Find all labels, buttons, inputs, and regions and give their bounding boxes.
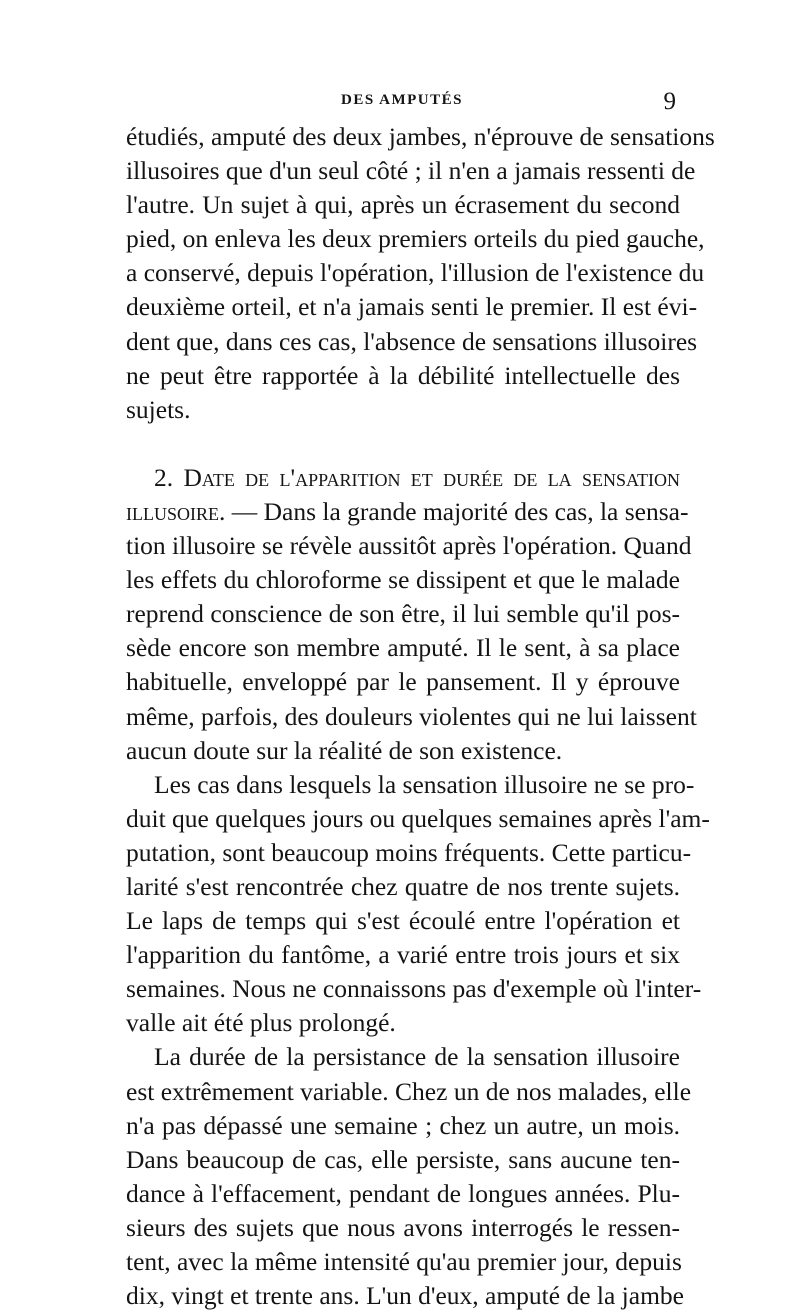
- text-line: l'autre. Un sujet à qui, après un écrasement du second: [126, 190, 680, 220]
- text-line: pied, on enleva les deux premiers orteils du pied gauche,: [126, 224, 705, 254]
- running-head: [128, 90, 676, 120]
- text-line: sujets.: [126, 394, 191, 424]
- section-heading-text: Date de l'apparition et durée de la sensation: [183, 462, 681, 492]
- paragraph: [126, 768, 710, 1041]
- text-block: [126, 120, 715, 1313]
- text-line: habituelle, enveloppé par le pansement. Il y éprouve: [126, 667, 680, 697]
- text-line: dix, vingt et trente ans. L'un d'eux, amputé de la jambe: [126, 1281, 684, 1311]
- text-line: illusoires que d'un seul côté ; il n'en a jamais ressenti de: [126, 156, 696, 186]
- text-line: Dans beaucoup de cas, elle persiste, sans aucune ten-: [126, 1144, 680, 1174]
- page-number: 9: [663, 88, 676, 115]
- text-line: semaines. Nous ne connaissons pas d'exemple où l'inter-: [126, 974, 702, 1004]
- section-gap: [126, 427, 680, 461]
- text-line: aucun doute sur la réalité de son existence.: [126, 735, 563, 765]
- section-first-text: — Dans la grande majorité des cas, la sensa-: [225, 496, 689, 526]
- text-line: sieurs des sujets que nous avons interrogés le ressen-: [126, 1212, 680, 1242]
- text-line: même, parfois, des douleurs violentes qui ne lui laissent: [126, 701, 697, 731]
- text-line: tent, avec la même intensité qu'au premier jour, depuis: [126, 1247, 682, 1276]
- text-line: Les cas dans lesquels la sensation illusoire ne se pro-: [154, 769, 695, 799]
- section-2: [126, 461, 697, 768]
- text-line: l'apparition du fantôme, a varié entre trois jours et six: [126, 940, 680, 970]
- text-line: tion illusoire se révèle aussitôt après l'opération. Quand: [126, 531, 692, 561]
- text-line: valle ait été plus prolongé.: [126, 1008, 396, 1038]
- section-heading: [126, 461, 680, 495]
- text-line: a conservé, depuis l'opération, l'illusion de l'existence du: [126, 258, 705, 288]
- text-line: deuxième orteil, et n'a jamais senti le premier. Il est évi-: [126, 292, 698, 322]
- running-title: DES AMPUTÉS: [341, 92, 463, 108]
- section-number: 2.: [154, 462, 174, 492]
- text-line: dance à l'effacement, pendant de longues années. Plu-: [126, 1178, 680, 1208]
- text-line: Le laps de temps qui s'est écoulé entre l'opération et: [126, 906, 680, 936]
- text-line: sède encore son membre amputé. Il le sent, à sa place: [126, 633, 680, 663]
- text-line: La durée de la persistance de la sensation illusoire: [154, 1042, 680, 1072]
- text-line: larité s'est rencontrée chez quatre de nos trente sujets.: [126, 871, 680, 901]
- section-heading-continued: [126, 495, 689, 529]
- section-heading-end: illusoire.: [126, 496, 226, 526]
- text-line: est extrêmement variable. Chez un de nos malades, elle: [126, 1076, 692, 1106]
- text-line: reprend conscience de son être, il lui semble qu'il pos-: [126, 599, 680, 629]
- text-line: n'a pas dépassé une semaine ; chez un autre, un mois.: [126, 1110, 680, 1140]
- text-line: les effets du chloroforme se dissipent et que le malade: [126, 565, 680, 595]
- text-line: putation, sont beaucoup moins fréquents. Cette particu-: [126, 837, 692, 867]
- text-line: ne peut être rapportée à la débilité intellectuelle des: [126, 360, 680, 390]
- paragraph: [126, 1040, 692, 1313]
- text-line: duit que quelques jours ou quelques semaines après l'am-: [126, 803, 710, 833]
- text-line: étudiés, amputé des deux jambes, n'éprouve de sensations: [126, 122, 715, 151]
- paragraph-continuation: [126, 120, 715, 427]
- text-line: dent que, dans ces cas, l'absence de sensations illusoires: [126, 326, 698, 356]
